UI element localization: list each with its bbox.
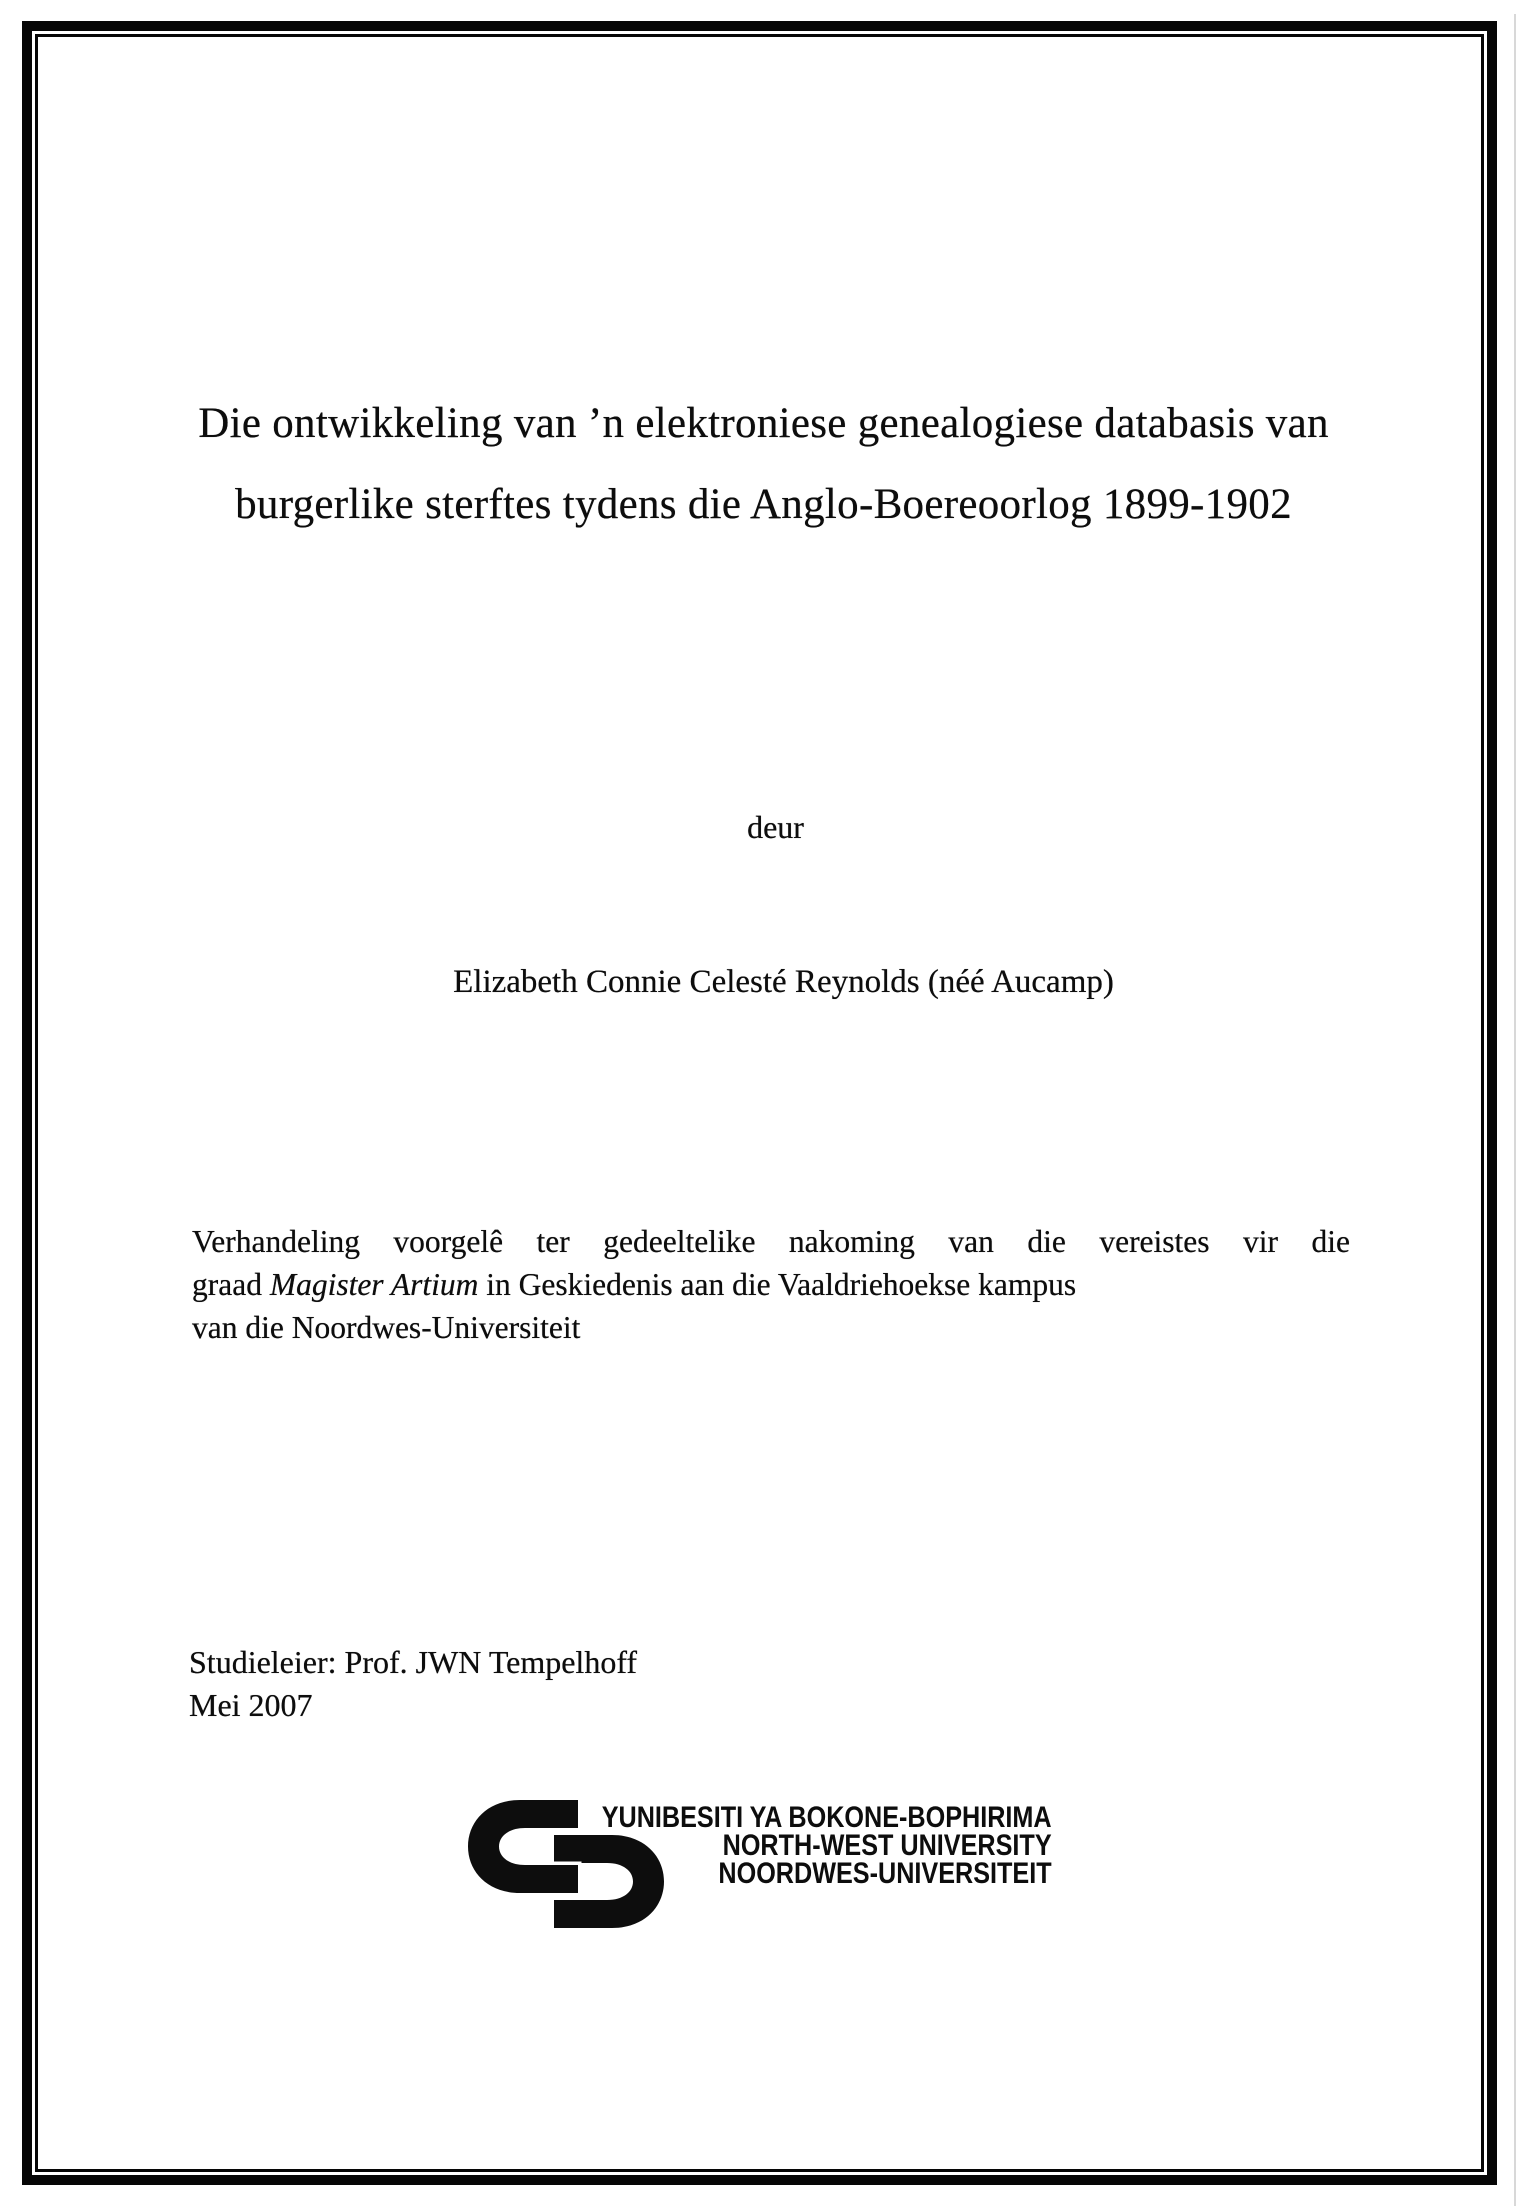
nwu-logo-text [602,1801,1052,1890]
thesis-title-line2: burgerlike sterftes tydens die Anglo-Boereoorlog 1899-1902 [235,481,1292,528]
degree-statement-line2 [192,1263,1350,1306]
date-line: Mei 2007 [189,1687,313,1723]
byline-label: deur [747,809,804,845]
supervisor-block [189,1641,637,1727]
degree-statement-line2-suffix: in Geskiedenis aan die Vaaldriehoekse kampus [478,1267,1077,1302]
thesis-title [0,383,1527,545]
nwu-logo-text-setswana: YUNIBESITI YA BOKONE-BOPHIRIMA [602,1801,1052,1834]
degree-statement-line1: Verhandeling voorgelê ter gedeeltelike nakoming van die vereistes vir die [192,1224,1350,1259]
degree-statement [192,1220,1350,1349]
supervisor-line: Studieleier: Prof. JWN Tempelhoff [189,1644,638,1680]
scan-edge-artifact [1514,14,1516,2206]
degree-name-italic: Magister Artium [269,1267,479,1302]
author-name: Elizabeth Connie Celesté Reynolds (néé Aucamp) [453,964,1114,1000]
nwu-logo-text-english: NORTH-WEST UNIVERSITY [722,1829,1052,1862]
degree-statement-line3: van die Noordwes-Universiteit [192,1310,581,1345]
thesis-title-line1: Die ontwikkeling van ’n elektroniese genealogiese databasis van [198,400,1329,447]
degree-statement-line2-prefix: graad [192,1267,270,1302]
nwu-logo-text-afrikaans: NOORDWES-UNIVERSITEIT [718,1857,1052,1890]
